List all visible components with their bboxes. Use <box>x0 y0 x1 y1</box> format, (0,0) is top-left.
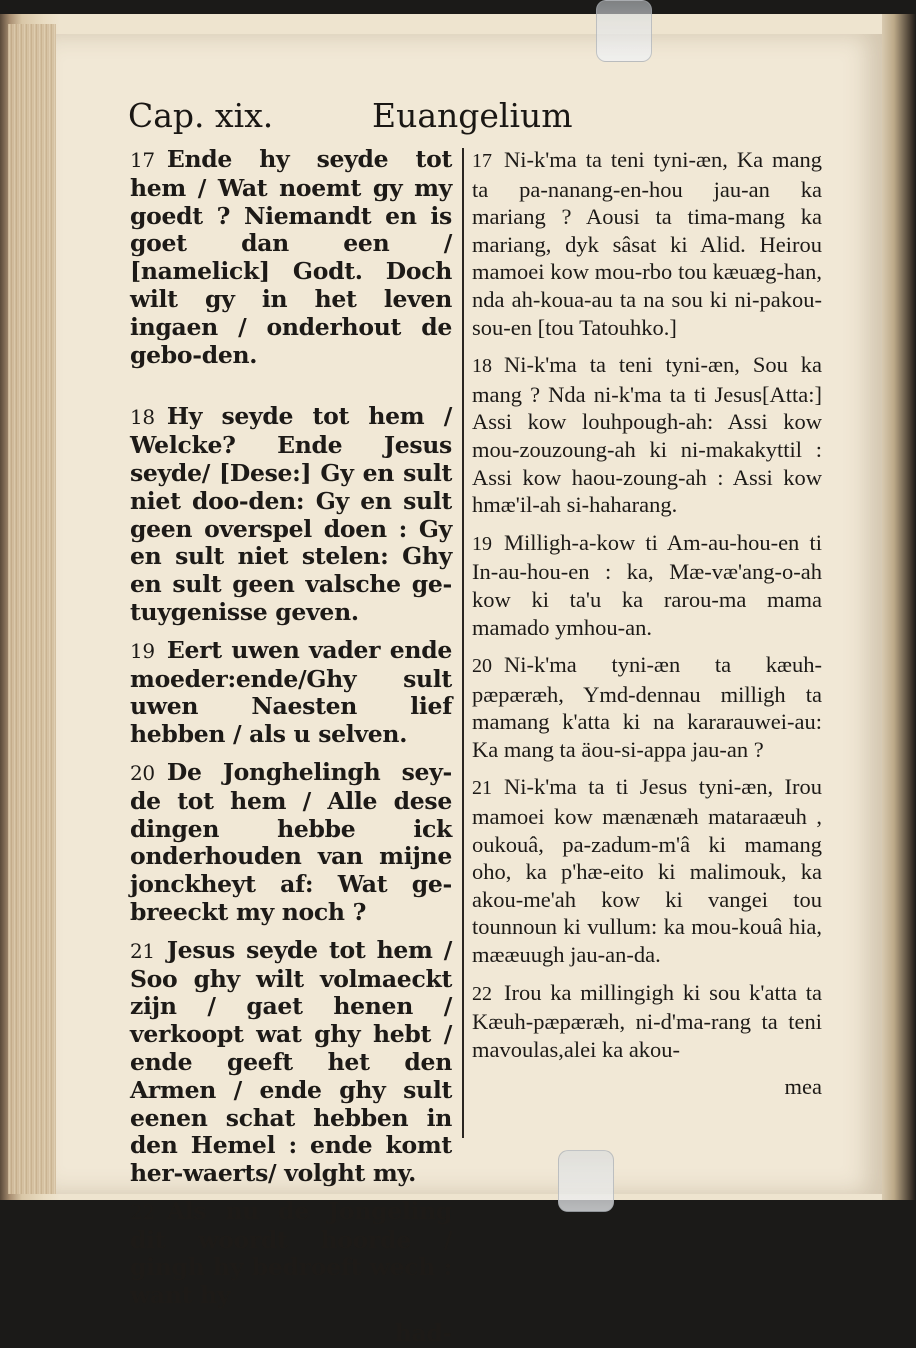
verse <box>472 146 822 341</box>
verse-text: Ni-k'ma ta teni tyni-æn, Ka mang ta pa-nanang-en-hou jau-an ka mariang ? Aousi ta tima-mang ka mariang, dyk sâsat ki Alid. Heirou mamoei kow mou-rbo tou kæuæg-han, nda ah-koua-au ta na sou ki ni-pakou-sou-en [tou Tatouhko.] <box>472 147 822 340</box>
verse-text: Milligh-a-kow ti Am-au-hou-en ti In-au-hou-en : ka, Mæ-væ'ang-o-ah kow ki ta'u ka rarou-ma mama mamado ymhou-an. <box>472 529 822 640</box>
verse <box>130 759 452 927</box>
verse <box>130 403 452 626</box>
verse-number: 22 <box>472 982 492 1005</box>
chapter-label: Cap. xix. <box>128 96 274 135</box>
verse-number: 21 <box>472 777 492 800</box>
verse <box>472 529 822 641</box>
verse <box>472 979 822 1064</box>
verse <box>472 773 822 968</box>
verse-text: Ni-k'ma tyni-æn ta kæuh-pæpæræh, Ymd-dennau milligh ta mamang k'atta ki na kararauwei-au: Ka mang ta äou-si-appa jau-an ? <box>472 652 822 762</box>
verse-number: 17 <box>130 148 155 172</box>
verse-text: Hy seyde tot hem / Welcke? Ende Jesus seyde/ [Dese:] Gy en sult niet doo-den: Gy en sult geen overspel doen : Gy en sult niet stelen: Ghy en sult geen valsche ge-tuygenisse geven. <box>130 402 452 626</box>
verse <box>472 651 822 763</box>
page-title: Euangelium <box>372 96 573 135</box>
right-page-edge <box>882 14 916 1200</box>
verse <box>130 1198 452 1310</box>
verse-text: Als nu de Jongeling dit woordt hoorde / gingh hy bedroeft wech : want hy <box>130 1196 452 1310</box>
verse <box>130 146 452 369</box>
verse-text: Eert uwen vader ende moeder:ende/Ghy sult uwen Naesten lief hebben / als u selven. <box>130 635 452 749</box>
verse-number: 17 <box>472 150 492 172</box>
verse <box>130 937 452 1188</box>
verse <box>472 351 822 519</box>
verse-number: 21 <box>130 938 155 963</box>
column-divider <box>462 148 464 1138</box>
verse-number: 19 <box>130 638 155 663</box>
page-edges <box>8 24 56 1194</box>
formosan-column <box>472 146 822 1101</box>
verse-number: 20 <box>130 760 155 785</box>
verse-number: 18 <box>130 405 155 430</box>
verse <box>130 637 452 749</box>
verse-text: Ende hy seyde tot hem / Wat noemt gy my goedt ? Niemandt en is goet dan een / [namelick] Godt. Doch wilt gy in het leven ingaen / onderhout de gebo-den. <box>130 145 452 369</box>
verse-number: 18 <box>472 355 492 378</box>
page-clip-bottom <box>558 1150 614 1212</box>
verse-text: Ni-k'ma ta teni tyni-æn, Sou ka mang ? Nda ni-k'ma ta ti Jesus[Atta:] Assi kow louhpough-ah: Assi kow mou-zouzoung-ah ki ni-makakyttil : Assi kow haou-zoung-ah : Assi kow hmæ'il-ah si-haharang. <box>472 352 822 518</box>
dutch-column <box>130 146 452 1348</box>
verse-text: Irou ka millingigh ki sou k'atta ta Kæuh-pæpæræh, ni-d'ma-rang ta teni mavoulas,alei ka akou- <box>472 979 822 1062</box>
catchword: mea <box>784 1074 822 1100</box>
verse-text: De Jonghelingh sey-de tot hem / Alle dese dingen hebbe ick onderhouden van mijne jonckheyt af: Wat ge-breeckt my noch ? <box>130 757 452 926</box>
catchword: had- <box>394 1319 452 1348</box>
running-header <box>128 96 578 136</box>
verse-text: Jesus seyde tot hem / Soo ghy wilt volmaeckt zijn / gaet henen / verkoopt wat ghy hebt / ende geeft het den Armen / ende ghy sult eenen schat hebben in den Hemel : ende komt her-waerts/ volght my. <box>130 935 452 1188</box>
page-clip-top <box>596 0 652 62</box>
verse-number: 19 <box>472 532 492 555</box>
verse-number: 20 <box>472 655 492 678</box>
verse-text: Ni-k'ma ta ti Jesus tyni-æn, Irou mamoei kow mænænæh mataraæuh , oukouâ, pa-zadum-m'â ki mamang oho, ka p'hæ-eito ki malimouk, ka akou-me'ah kow ki vangei tou tounnoun ki vullum: ka mou-kouâ hia, mææuugh jau-an-da. <box>472 774 822 968</box>
verse-number: 22 <box>130 1199 155 1224</box>
